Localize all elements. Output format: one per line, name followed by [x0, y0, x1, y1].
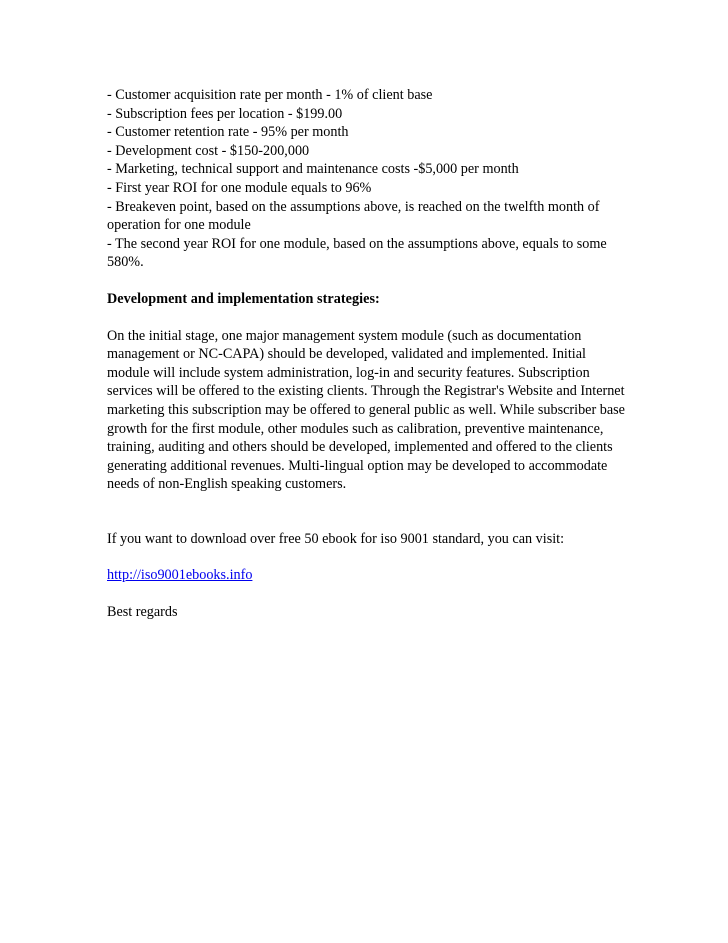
assumption-item: - First year ROI for one module equals to 96% — [107, 179, 372, 196]
ebooks-link[interactable]: http://iso9001ebooks.info — [107, 567, 253, 584]
section-heading: Development and implementation strategies: — [107, 290, 380, 307]
assumption-item: - Customer retention rate - 95% per month — [107, 124, 349, 141]
assumption-item: - Breakeven point, based on the assumptions above, is reached on the twelfth month of operation for one module — [107, 198, 600, 234]
link-line — [107, 566, 627, 585]
document-page — [107, 86, 627, 622]
assumptions-list — [107, 86, 627, 272]
assumption-item: - Customer acquisition rate per month - 1% of client base — [107, 87, 433, 103]
assumption-item: - Marketing, technical support and maintenance costs -$5,000 per month — [107, 161, 519, 178]
download-invitation: If you want to download over free 50 ebook for iso 9001 standard, you can visit: — [107, 530, 565, 547]
closing-text: Best regards — [107, 604, 178, 621]
assumption-item: - Development cost - $150-200,000 — [107, 142, 310, 159]
assumption-item: - Subscription fees per location - $199.00 — [107, 105, 343, 122]
strategy-paragraph: On the initial stage, one major management system module (such as documentation management or NC-CAPA) should be developed, validated and implemented. Initial module will include system administration, log-in and security features. Subscription services will be offered to the existing clients. Through the Registrar's Website and Internet marketing this subscription may be offered to general public as well. While subscriber base growth for the first module, other modules such as calibration, preventive maintenance, training, auditing and others should be developed, implemented and offered to the clients generating additional revenues. Multi-lingual option may be developed to accommodate needs of non-English speaking customers. — [107, 327, 625, 493]
assumption-item: - The second year ROI for one module, based on the assumptions above, equals to some 580%. — [107, 235, 607, 271]
